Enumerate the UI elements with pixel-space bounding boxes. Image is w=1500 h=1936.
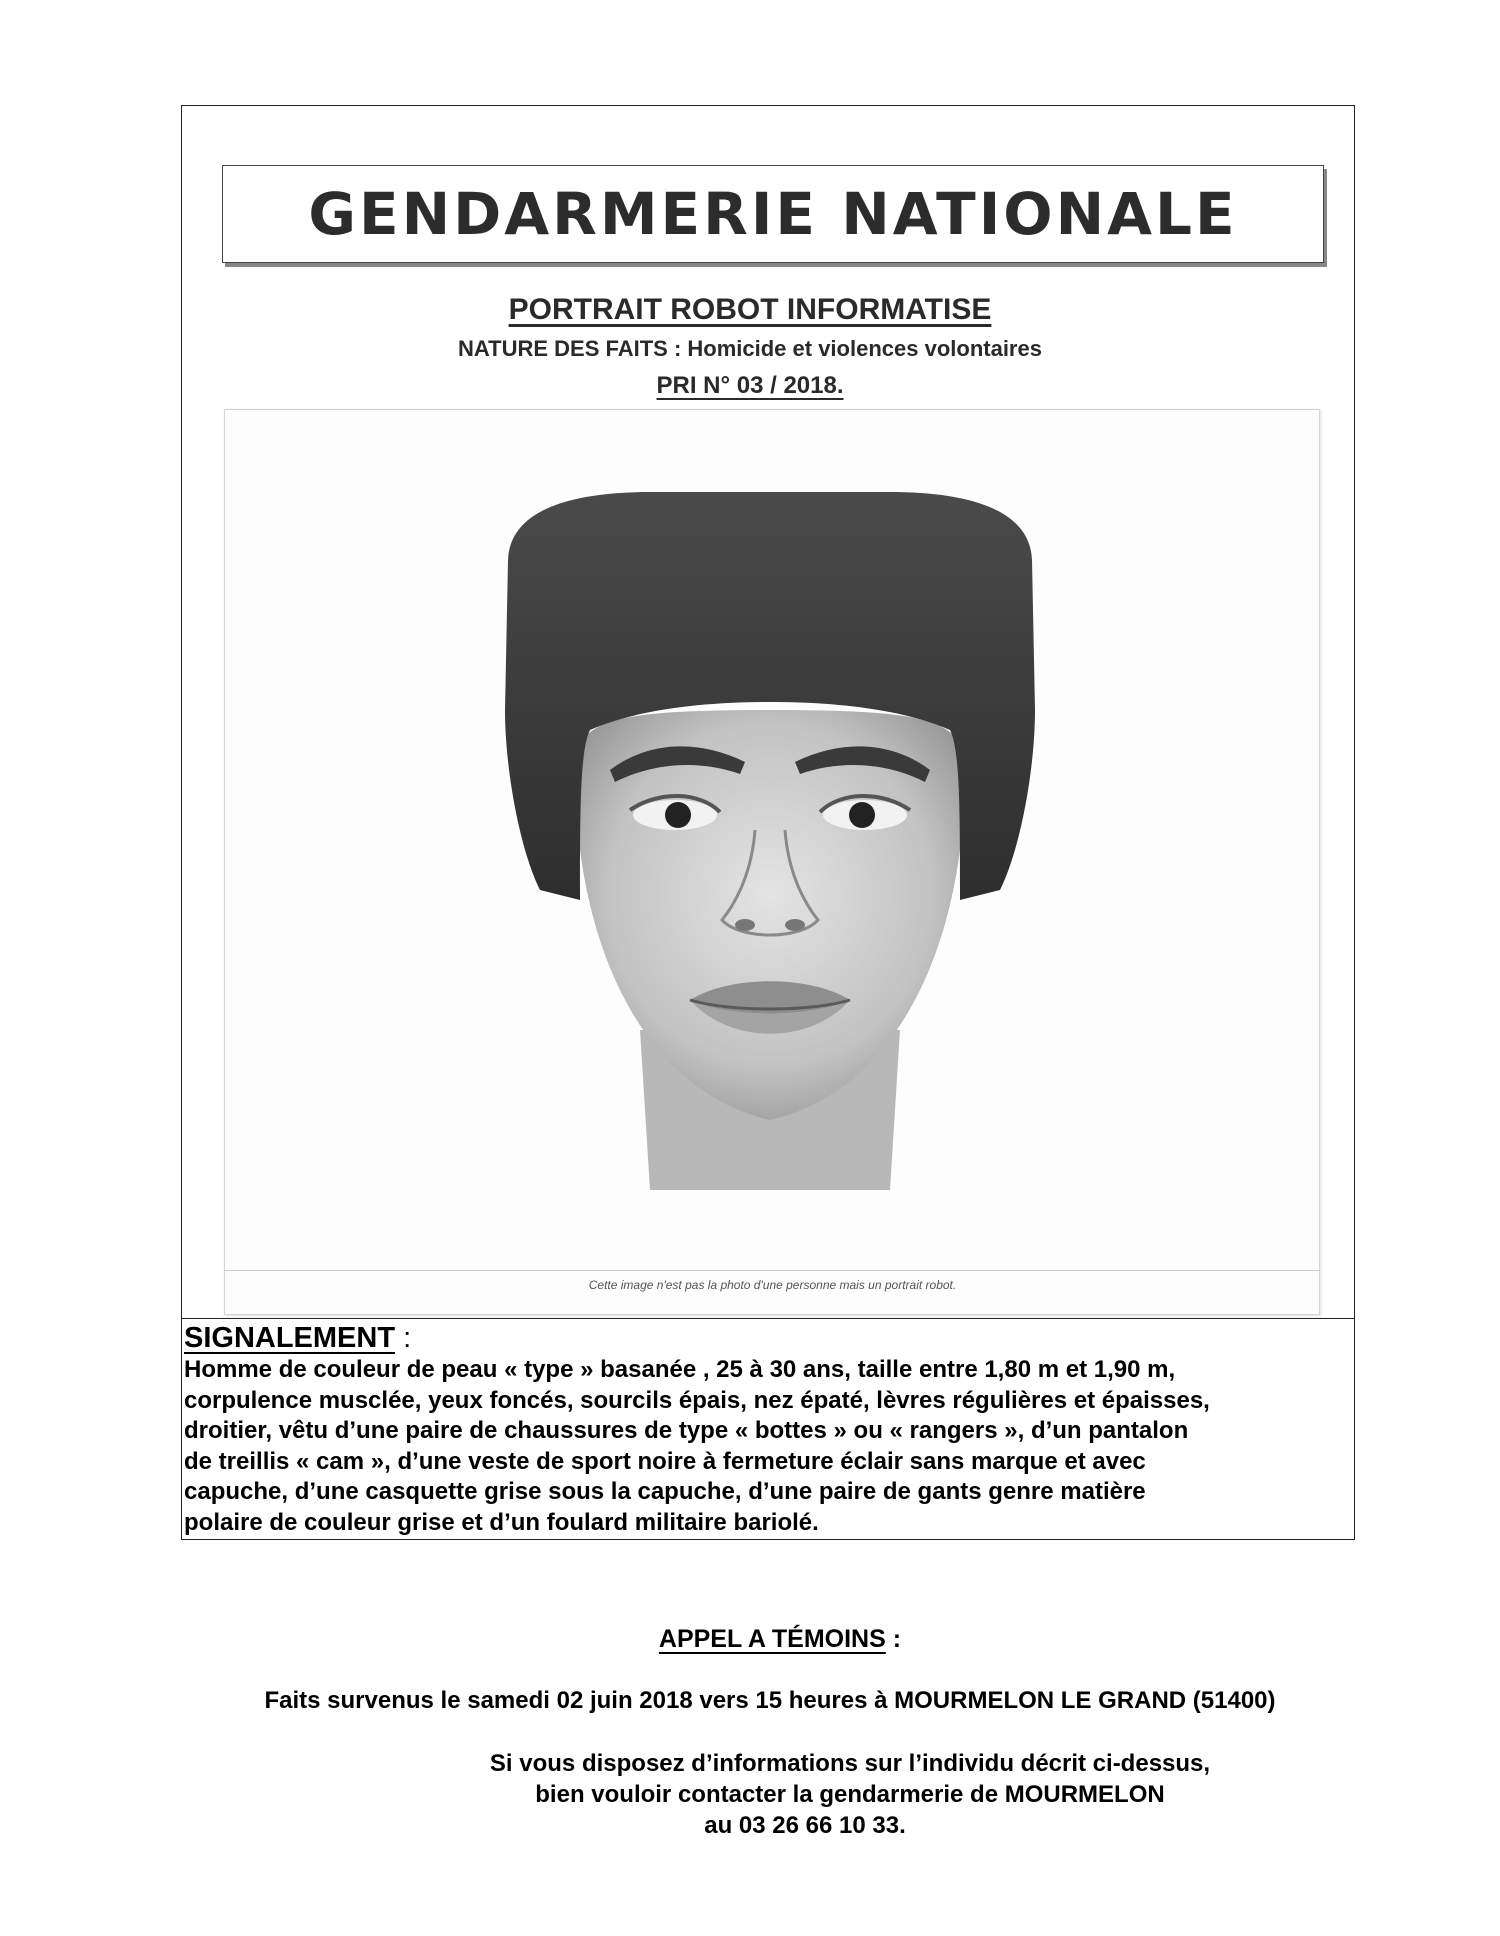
disclaimer-divider xyxy=(224,1270,1320,1271)
nature-des-faits: NATURE DES FAITS : Homicide et violences volontaires xyxy=(458,336,1042,361)
contact-line: bien vouloir contacter la gendarmerie de MOURMELON xyxy=(535,1781,1165,1808)
signalement-description xyxy=(184,1355,1348,1538)
signalement-box xyxy=(181,1318,1355,1540)
signalement-line: droitier, vêtu d’une paire de chaussures de type « bottes » ou « rangers », d’un pantalon xyxy=(184,1417,1189,1444)
header-banner xyxy=(222,165,1324,263)
signalement-line: Homme de couleur de peau « type » basanée , 25 à 30 ans, taille entre 1,80 m et 1,90 m, xyxy=(184,1356,1176,1383)
contact-line: Si vous disposez d’informations sur l’individu décrit ci-dessus, xyxy=(489,1750,1211,1777)
contact-phone: au 03 26 66 10 33. xyxy=(704,1812,906,1839)
document-title: PORTRAIT ROBOT INFORMATISE xyxy=(508,293,992,326)
signalement-line: polaire de couleur grise et d’un foulard militaire bariolé. xyxy=(184,1508,819,1536)
pri-reference: PRI N° 03 / 2018. xyxy=(656,372,844,399)
banner-title: GENDARMERIE NATIONALE xyxy=(308,180,1238,248)
portrait-disclaimer: Cette image n'est pas la photo d'une personne mais un portrait robot. xyxy=(588,1278,957,1292)
faits-survenus: Faits survenus le samedi 02 juin 2018 vers 15 heures à MOURMELON LE GRAND (51400) xyxy=(264,1687,1276,1714)
signalement-line: de treillis « cam », d’une veste de sport noire à fermeture éclair sans marque et avec xyxy=(184,1447,1146,1475)
signalement-line: corpulence musclée, yeux foncés, sourcils épais, nez épaté, lèvres régulières et épaisses, xyxy=(184,1386,1210,1414)
signalement-line: capuche, d’une casquette grise sous la capuche, d’une paire de gants genre matière xyxy=(184,1478,1146,1505)
signalement-title: SIGNALEMENT : xyxy=(184,1322,412,1354)
appel-a-temoins-title: APPEL A TÉMOINS : xyxy=(658,1625,902,1653)
composite-portrait-image xyxy=(490,470,1050,1190)
